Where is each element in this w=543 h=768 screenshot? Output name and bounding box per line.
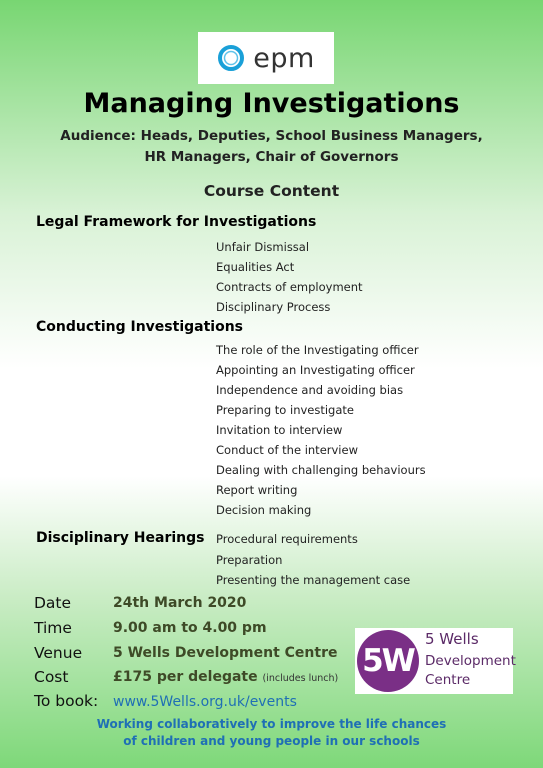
venue-value: 5 Wells Development Centre [113, 645, 338, 661]
audience [0, 126, 543, 168]
list-item: Report writing [216, 483, 298, 497]
footer-line-2: of children and young people in our schools [123, 734, 420, 748]
audience-line-1: Audience: Heads, Deputies, School Business Managers, [60, 128, 483, 144]
epm-ring-icon [217, 44, 245, 72]
5wells-name: 5 Wells [425, 630, 479, 648]
epm-logo [198, 32, 334, 84]
date-label: Date [34, 594, 72, 612]
audience-line-2: HR Managers, Chair of Governors [144, 149, 399, 165]
5wells-logo [355, 628, 516, 694]
list-item: Procedural requirements [216, 532, 358, 546]
date-value: 24th March 2020 [113, 595, 247, 611]
5wells-sub-line-1: Development [425, 653, 516, 669]
epm-logo-text: epm [253, 42, 315, 74]
list-item: Appointing an Investigating officer [216, 363, 415, 377]
5wells-sub-line-2: Centre [425, 672, 471, 688]
footer-line-1: Working collaboratively to improve the life chances [96, 717, 447, 731]
5wells-subtitle [425, 652, 516, 690]
booking-label: To book: [34, 692, 99, 710]
list-item: Invitation to interview [216, 423, 343, 437]
page-title: Managing Investigations [83, 88, 460, 119]
course-content-heading: Course Content [203, 182, 340, 200]
section-heading-hearings: Disciplinary Hearings [36, 530, 205, 546]
time-label: Time [34, 619, 72, 637]
list-item: Equalities Act [216, 260, 295, 274]
list-item: Presenting the management case [216, 573, 411, 587]
5wells-mark-icon: 5W [357, 630, 419, 692]
cost-label: Cost [34, 668, 69, 686]
venue-label: Venue [34, 644, 83, 662]
cost-note: (includes lunch) [262, 673, 339, 684]
list-item: The role of the Investigating officer [216, 343, 419, 357]
section-heading-legal: Legal Framework for Investigations [36, 214, 317, 230]
list-item: Preparation [216, 553, 283, 567]
cost-value [113, 669, 338, 685]
list-item: Independence and avoiding bias [216, 383, 404, 397]
list-item: Decision making [216, 503, 312, 517]
cost-amount: £175 per delegate [113, 669, 258, 685]
booking-link[interactable]: www.5Wells.org.uk/events [113, 694, 297, 710]
list-item: Preparing to investigate [216, 403, 354, 417]
list-item: Unfair Dismissal [216, 240, 310, 254]
list-item: Disciplinary Process [216, 300, 331, 314]
list-item: Dealing with challenging behaviours [216, 463, 426, 477]
section-heading-conducting: Conducting Investigations [36, 319, 243, 335]
time-value: 9.00 am to 4.00 pm [113, 620, 267, 636]
list-item: Contracts of employment [216, 280, 363, 294]
list-item: Conduct of the interview [216, 443, 358, 457]
footer-tagline [0, 716, 543, 750]
